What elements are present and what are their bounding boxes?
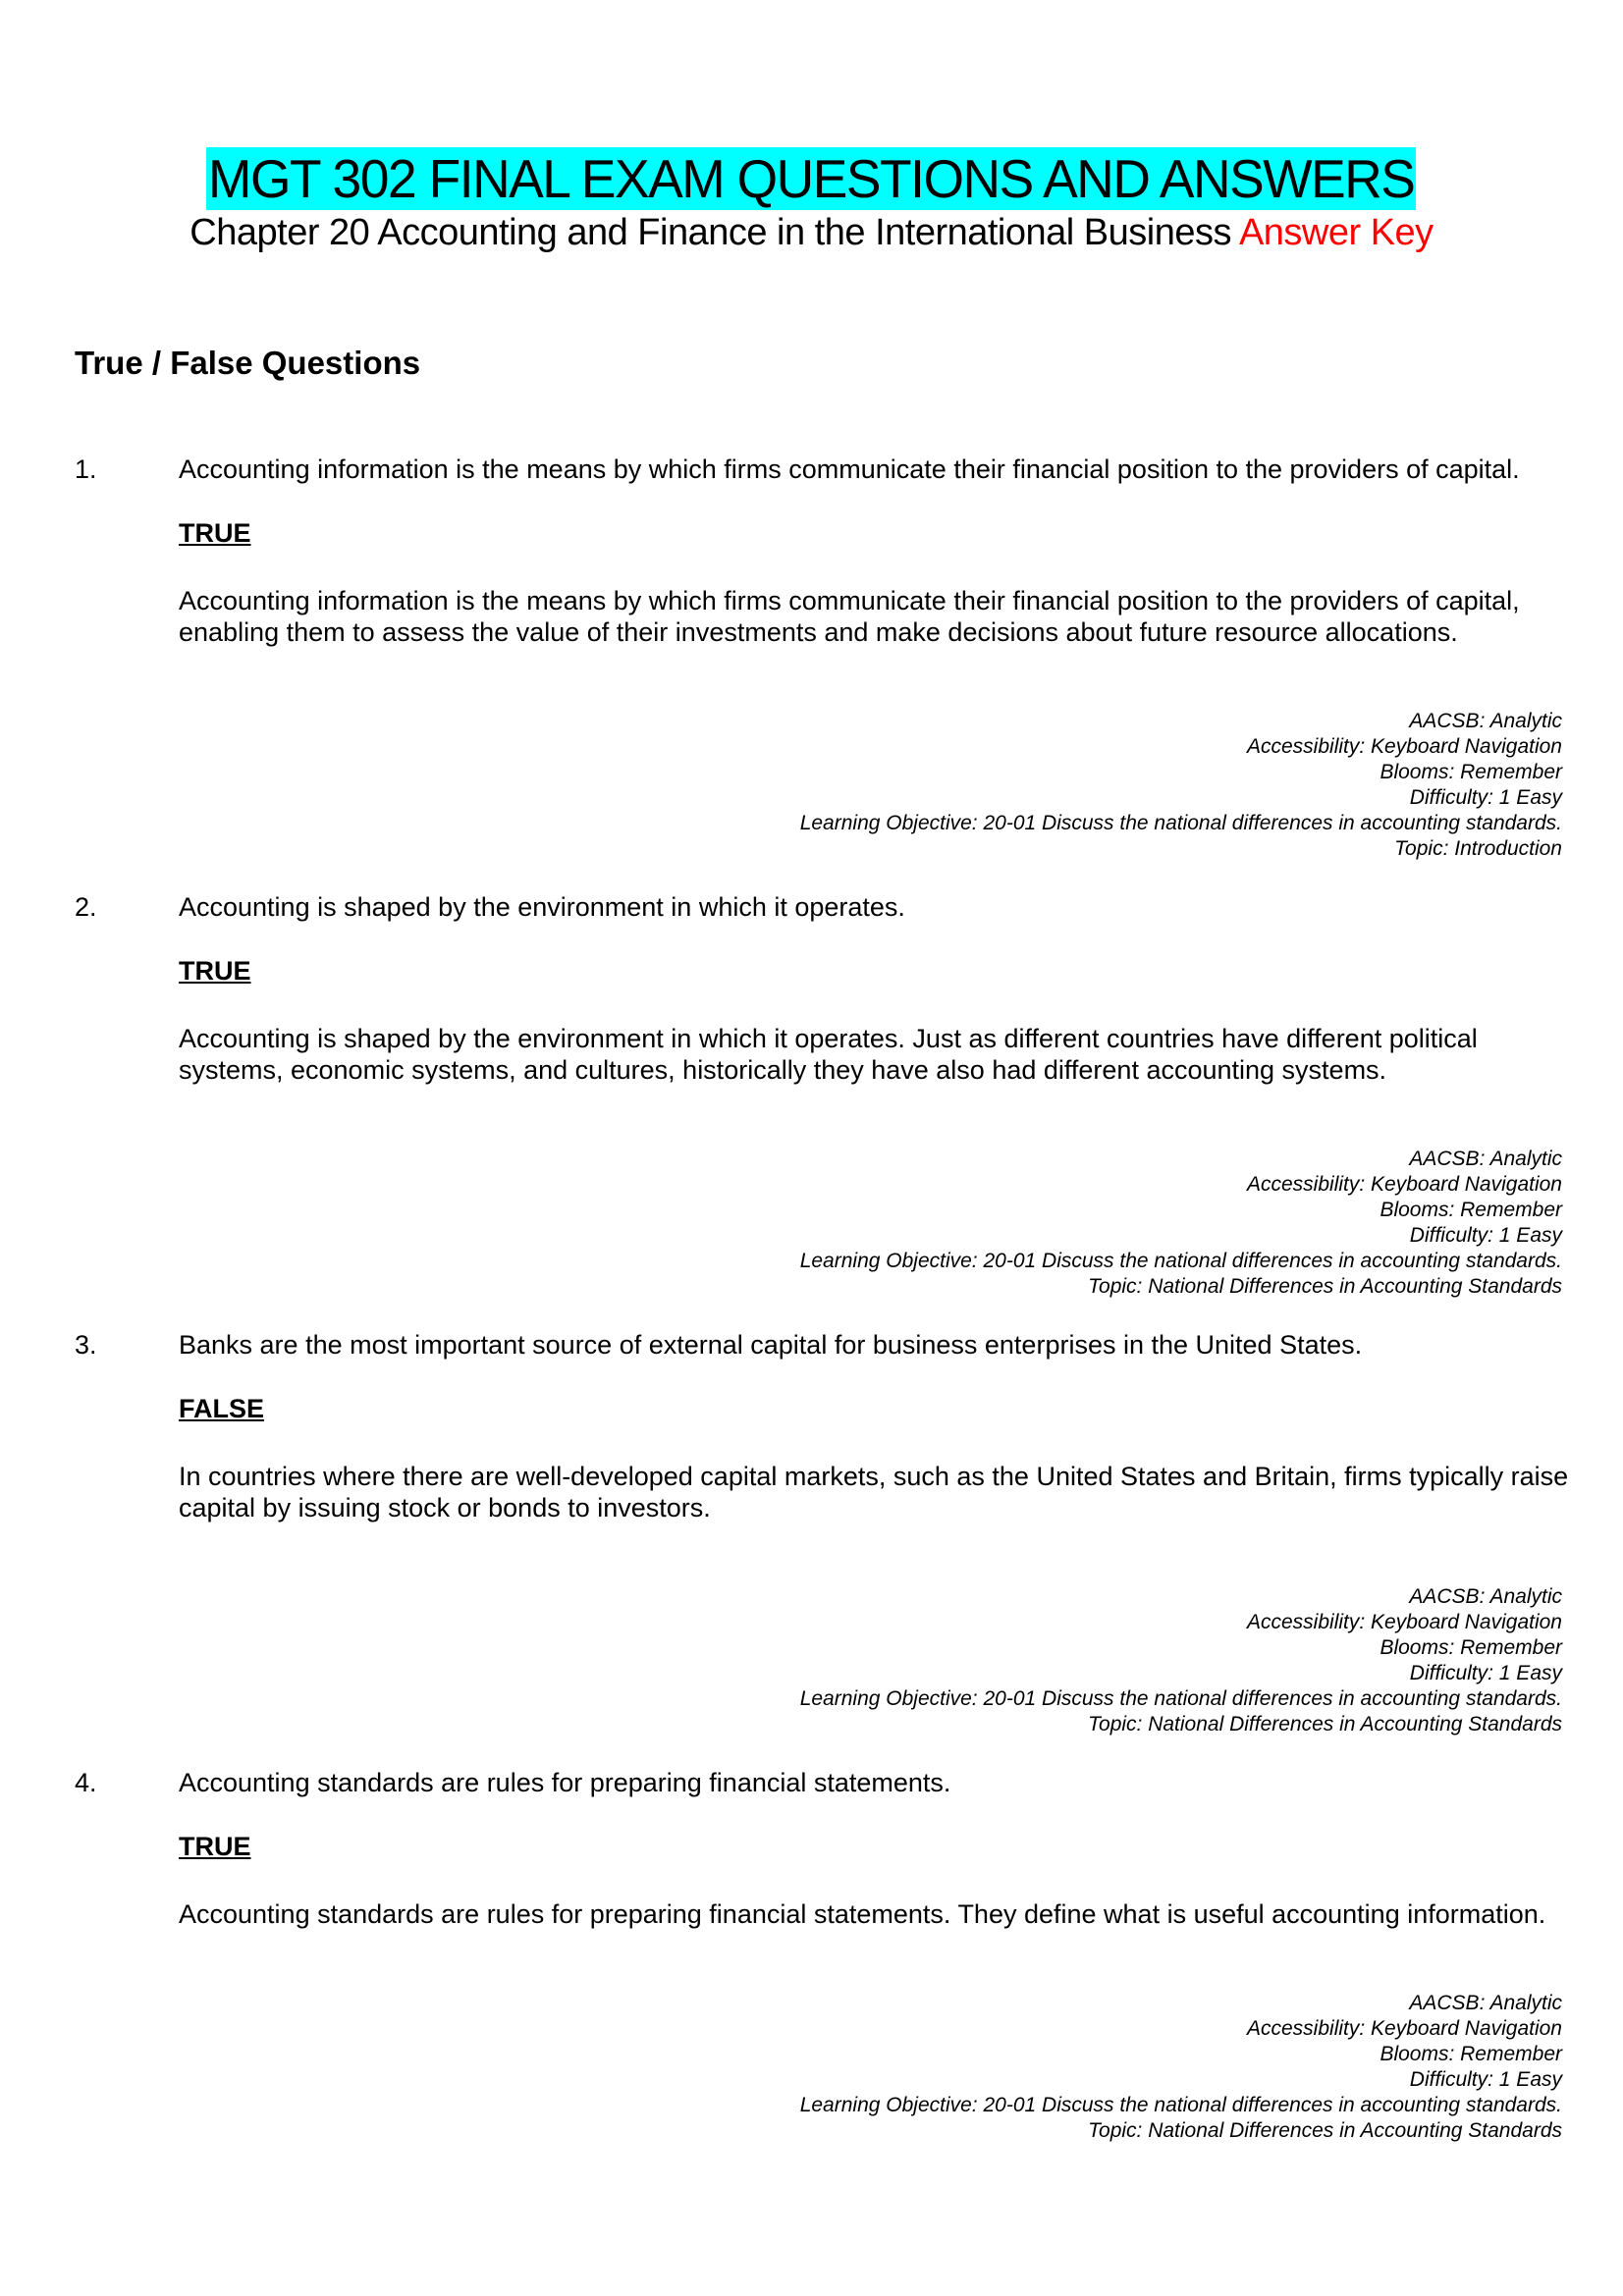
question-text: Accounting is shaped by the environment in which it operates. [179, 892, 905, 922]
answer-key-label: Answer Key [1238, 212, 1434, 253]
meta-topic: Topic: Introduction [1394, 837, 1562, 860]
answer-label: TRUE [179, 1832, 251, 1861]
answer-explanation: Accounting information is the means by which firms communicate their financial position to the providers of capital, enabling them to assess the value of their investments and make decisions about future resource allocations. [179, 586, 1520, 647]
meta-accessibility: Accessibility: Keyboard Navigation [1247, 2017, 1562, 2040]
title-wrapper [0, 147, 1623, 210]
question-number: 4. [75, 1768, 97, 1797]
meta-blooms: Blooms: Remember [1380, 2043, 1562, 2065]
section-heading: True / False Questions [75, 345, 421, 381]
answer-explanation: Accounting is shaped by the environment in which it operates. Just as different countries have different political systems, economic systems, and cultures, historically they have also had different accounting systems. [179, 1024, 1478, 1085]
chapter-title: Chapter 20 Accounting and Finance in the International Business [189, 212, 1231, 253]
document-subtitle [0, 210, 1623, 255]
question-number: 3. [75, 1330, 97, 1360]
question-item [75, 454, 1562, 862]
question-text: Accounting standards are rules for preparing financial statements. [179, 1768, 951, 1797]
meta-learning-objective: Learning Objective: 20-01 Discuss the national differences in accounting standards. [799, 812, 1562, 834]
answer-explanation: In countries where there are well-developed capital markets, such as the United States and Britain, firms typically raise capital by issuing stock or bonds to investors. [179, 1462, 1569, 1522]
meta-blooms: Blooms: Remember [1380, 761, 1562, 783]
meta-topic: Topic: National Differences in Accounting Standards [1088, 1275, 1562, 1298]
question-number: 1. [75, 454, 97, 484]
question-metadata [75, 1147, 1562, 1300]
meta-accessibility: Accessibility: Keyboard Navigation [1247, 1611, 1562, 1633]
answer-label: TRUE [179, 956, 251, 986]
question-metadata [75, 1584, 1562, 1737]
answer-label: FALSE [179, 1394, 265, 1423]
question-item [75, 891, 1562, 1300]
meta-aacsb: AACSB: Analytic [1409, 710, 1562, 732]
meta-accessibility: Accessibility: Keyboard Navigation [1247, 735, 1562, 758]
answer-explanation: Accounting standards are rules for preparing financial statements. They define what is useful accounting information. [179, 1899, 1546, 1929]
meta-aacsb: AACSB: Analytic [1409, 1585, 1562, 1608]
meta-topic: Topic: National Differences in Accounting Standards [1088, 2119, 1562, 2142]
document-title: MGT 302 FINAL EXAM QUESTIONS AND ANSWERS [208, 148, 1415, 209]
question-text: Accounting information is the means by which firms communicate their financial position to the providers of capital. [179, 454, 1520, 484]
meta-difficulty: Difficulty: 1 Easy [1409, 786, 1562, 809]
question-metadata [75, 709, 1562, 862]
meta-learning-objective: Learning Objective: 20-01 Discuss the national differences in accounting standards. [799, 1250, 1562, 1272]
question-text: Banks are the most important source of external capital for business enterprises in the United States. [179, 1330, 1363, 1360]
question-item [75, 1767, 1562, 2144]
meta-learning-objective: Learning Objective: 20-01 Discuss the national differences in accounting standards. [799, 2094, 1562, 2116]
question-list [75, 454, 1569, 2173]
meta-topic: Topic: National Differences in Accounting Standards [1088, 1713, 1562, 1735]
meta-difficulty: Difficulty: 1 Easy [1409, 1224, 1562, 1247]
answer-label: TRUE [179, 518, 251, 548]
meta-learning-objective: Learning Objective: 20-01 Discuss the national differences in accounting standards. [799, 1687, 1562, 1710]
question-metadata [75, 1991, 1562, 2144]
question-item [75, 1329, 1569, 1737]
meta-aacsb: AACSB: Analytic [1409, 1148, 1562, 1170]
meta-difficulty: Difficulty: 1 Easy [1409, 2068, 1562, 2091]
meta-blooms: Blooms: Remember [1380, 1636, 1562, 1659]
meta-accessibility: Accessibility: Keyboard Navigation [1247, 1173, 1562, 1196]
meta-aacsb: AACSB: Analytic [1409, 1992, 1562, 2014]
meta-blooms: Blooms: Remember [1380, 1199, 1562, 1221]
question-number: 2. [75, 892, 97, 922]
meta-difficulty: Difficulty: 1 Easy [1409, 1662, 1562, 1684]
